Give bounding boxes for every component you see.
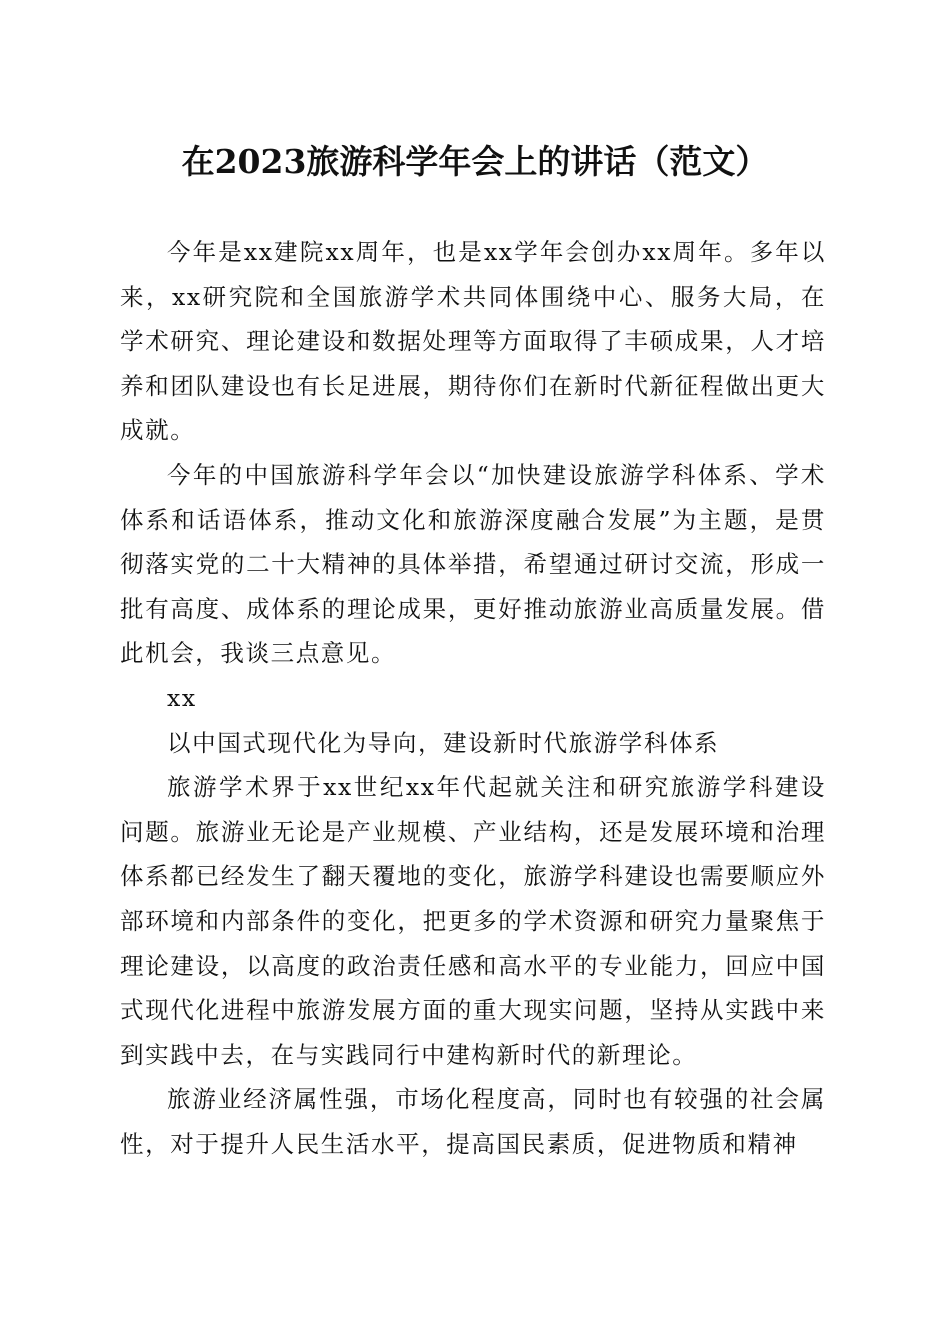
paragraph-tourism-attributes: 旅游业经济属性强，市场化程度高，同时也有较强的社会属性，对于提升人民生活水平，提高国民素质，促进物质和精神	[120, 1085, 826, 1158]
document-body	[120, 230, 826, 1166]
section-number: xx	[167, 683, 197, 712]
section-heading: 以中国式现代化为导向，建设新时代旅游学科体系	[167, 728, 720, 757]
paragraph-discipline-building: 旅游学术界于xx世纪xx年代起就关注和研究旅游学科建设问题。旅游业无论是产业规模、产业结构，还是发展环境和治理体系都已经发生了翻天覆地的变化，旅游学科建设也需要顺应外部环境和内部条件的变化，把更多的学术资源和研究力量聚焦于理论建设，以高度的政治责任感和高水平的专业能力，回应中国式现代化进程中旅游发展方面的重大现实问题，坚持从实践中来到实践中去，在与实践同行中建构新时代的新理论。	[120, 773, 826, 1069]
paragraph-anniversary: 今年是xx建院xx周年，也是xx学年会创办xx周年。多年以来，xx研究院和全国旅游学术共同体围绕中心、服务大局，在学术研究、理论建设和数据处理等方面取得了丰硕成果，人才培养和团队建设也有长足进展，期待你们在新时代新征程做出更大成就。	[120, 238, 826, 445]
paragraph-conference-theme: 今年的中国旅游科学年会以“加快建设旅游学科体系、学术体系和话语体系，推动文化和旅游深度融合发展”为主题，是贯彻落实党的二十大精神的具体举措，希望通过研讨交流，形成一批有高度、成体系的理论成果，更好推动旅游业高质量发展。借此机会，我谈三点意见。	[120, 460, 826, 668]
document-title: 在2023旅游科学年会上的讲话（范文）	[181, 142, 769, 181]
